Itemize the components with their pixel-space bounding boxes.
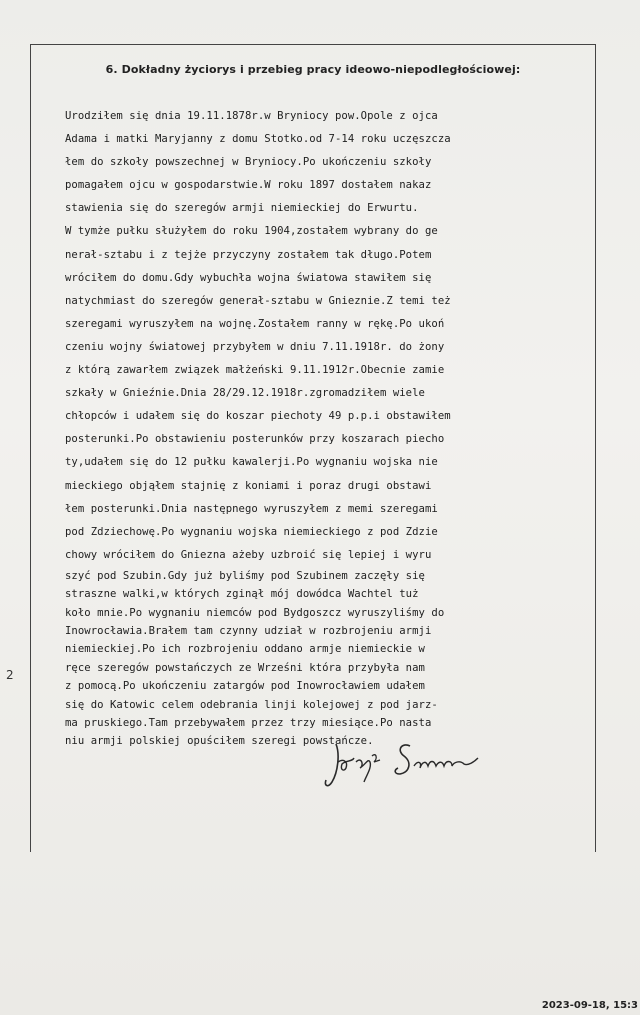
text-line: posterunki.Po obstawieniu posterunków przy koszarach piecho <box>65 433 445 446</box>
text-line: czeniu wojny światowej przybyłem w dniu 7.11.1918r. do żony <box>65 340 445 353</box>
text-line: niu armji polskiej opuściłem szeregi powstańcze. <box>65 735 374 748</box>
photo-timestamp: 2023-09-18, 15:3 <box>541 1000 638 1011</box>
text-line: z którą zawarłem związek małżeński 9.11.1912r.Obecnie zamie <box>65 364 445 377</box>
text-line: niemieckiej.Po ich rozbrojeniu oddano armje niemieckie w <box>65 643 425 656</box>
text-line: mieckiego objąłem stajnię z koniami i poraz drugi obstawi <box>65 479 432 492</box>
text-line: łem posterunki.Dnia następnego wyruszyłem z memi szeregami <box>65 502 438 515</box>
text-line: stawienia się do szeregów armji niemieckiej do Erwurtu. <box>65 202 419 215</box>
signature <box>318 732 518 792</box>
biography-text <box>65 105 595 751</box>
text-line: Inowrocławia.Brałem tam czynny udział w rozbrojeniu armji <box>65 625 432 638</box>
text-line: straszne walki,w których zginął mój dowódca Wachtel tuż <box>65 588 419 601</box>
text-line: chowy wróciłem do Gniezna ażeby uzbroić się lepiej i wyru <box>65 548 432 561</box>
text-line: koło mnie.Po wygnaniu niemców pod Bydgoszcz wyruszyliśmy do <box>65 606 445 619</box>
text-line: pomagałem ojcu w gospodarstwie.W roku 1897 dostałem nakaz <box>65 179 432 192</box>
text-line: łem do szkoły powszechnej w Bryniocy.Po ukończeniu szkoły <box>65 156 432 169</box>
text-line: Adama i matki Maryjanny z domu Stotko.od 7-14 roku uczęszcza <box>65 133 451 146</box>
text-line: z pomocą.Po ukończeniu zatargów pod Inowrocławiem udałem <box>65 680 425 693</box>
form-frame <box>30 44 596 852</box>
text-line: szeregami wyruszyłem na wojnę.Zostałem ranny w rękę.Po ukoń <box>65 317 445 330</box>
text-line: ma pruskiego.Tam przebywałem przez trzy miesiące.Po nasta <box>65 717 432 729</box>
section-heading: 6. Dokładny życiorys i przebieg pracy ideowo-niepodległościowej: <box>105 63 521 76</box>
text-line: W tymże pułku służyłem do roku 1904,zostałem wybrany do ge <box>65 225 438 238</box>
text-line: się do Katowic celem odebrania linji kolejowej z pod jarz- <box>65 698 438 711</box>
text-line: wróciłem do domu.Gdy wybuchła wojna światowa stawiłem się <box>65 271 432 284</box>
text-line: nerał-sztabu i z tejże przyczyny zostałem tak długo.Potem <box>65 248 432 261</box>
text-line: natychmiast do szeregów generał-sztabu w Gnieznie.Z temi też <box>65 294 451 307</box>
margin-mark: 2 <box>6 668 14 682</box>
text-line: chłopców i udałem się do koszar piechoty 49 p.p.i obstawiłem <box>65 410 451 423</box>
text-line: Urodziłem się dnia 19.11.1878r.w Bryniocy pow.Opole z ojca <box>65 110 438 122</box>
text-line: ty,udałem się do 12 pułku kawalerji.Po wygnaniu wojska nie <box>65 456 438 469</box>
text-line: szyć pod Szubin.Gdy już byliśmy pod Szubinem zaczęły się <box>65 569 425 582</box>
text-line: szkały w Gnieźnie.Dnia 28/29.12.1918r.zgromadziłem wiele <box>65 387 425 400</box>
text-line: ręce szeregów powstańczych ze Wrześni która przybyła nam <box>65 661 425 674</box>
text-line: pod Zdziechowę.Po wygnaniu wojska niemieckiego z pod Zdzie <box>65 525 438 538</box>
